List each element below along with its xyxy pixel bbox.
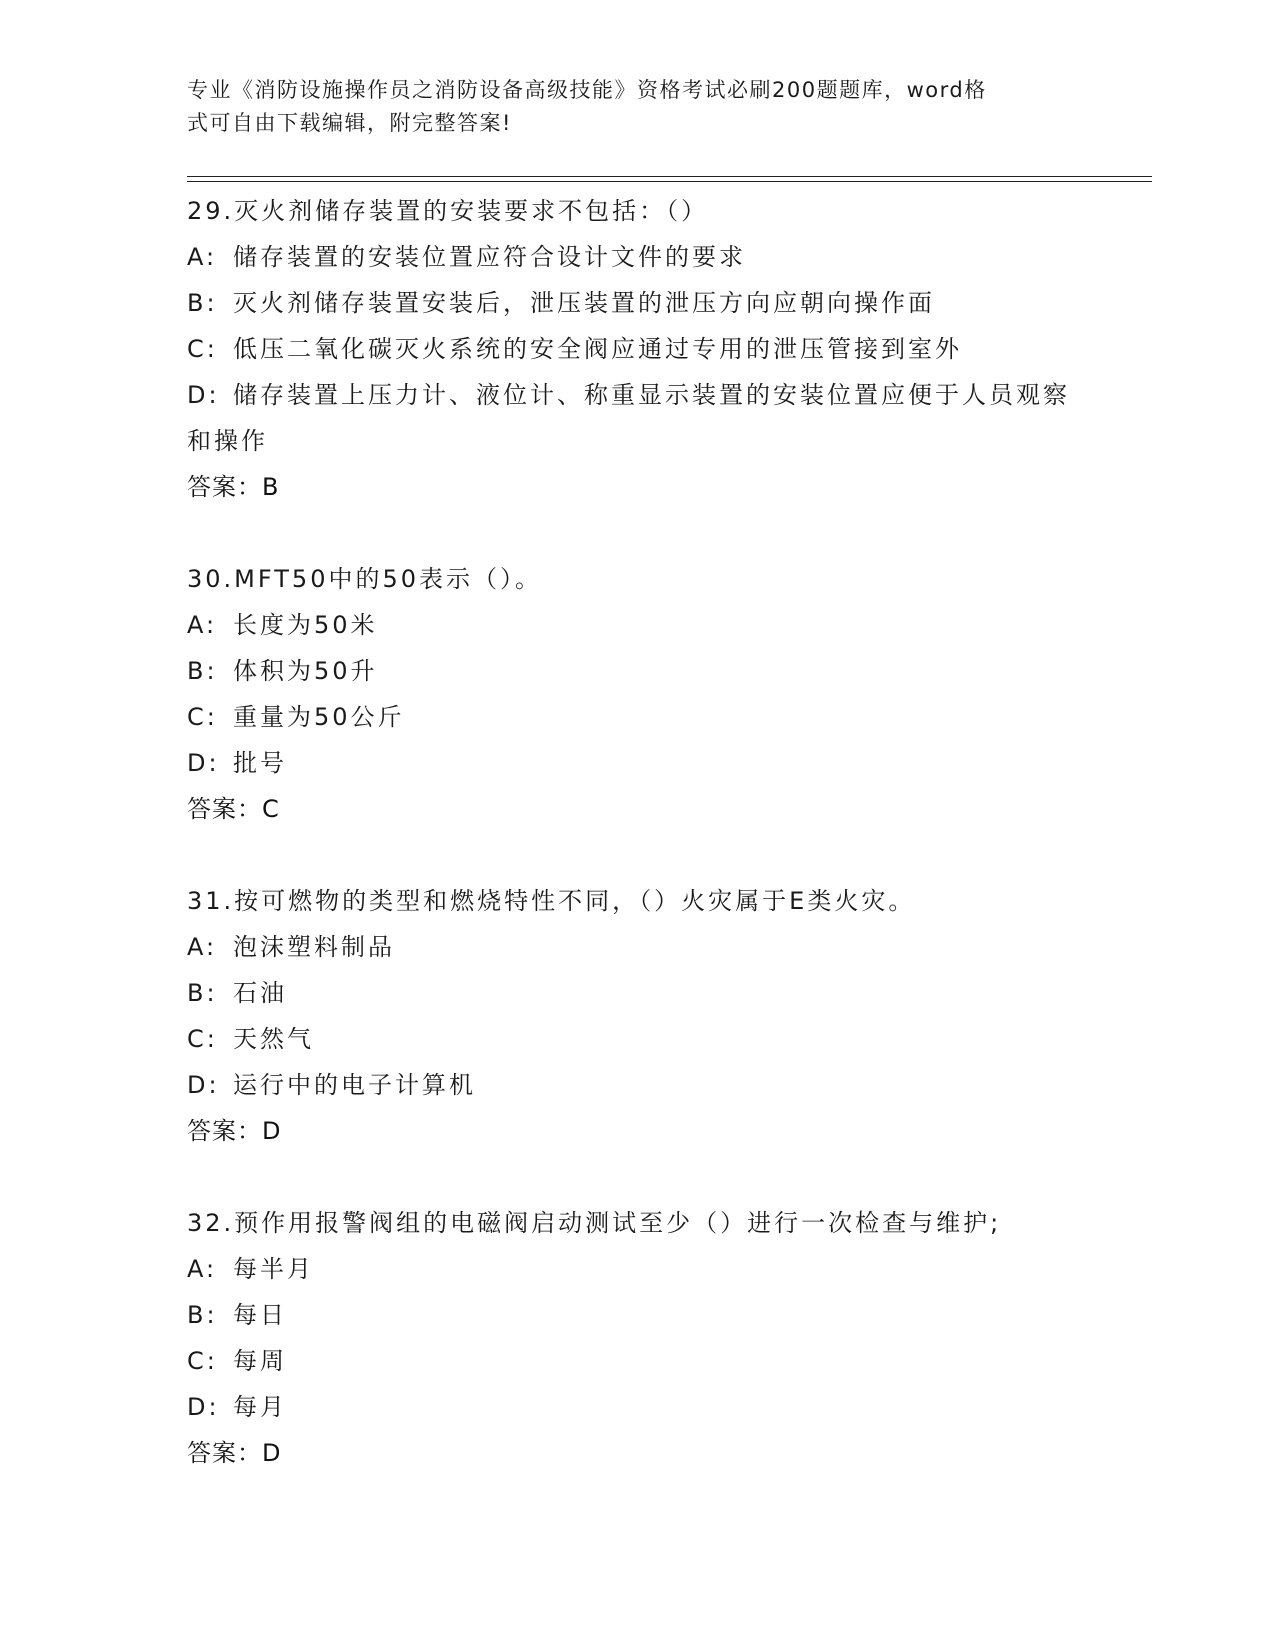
answer: 答案：D bbox=[187, 1117, 282, 1145]
option-key: D: bbox=[187, 1393, 220, 1421]
option-key: C: bbox=[187, 1347, 218, 1375]
option-key: A: bbox=[187, 611, 218, 639]
option-b bbox=[187, 970, 1087, 1016]
header-line-1: 专业《消防设施操作员之消防设备高级技能》资格考试必刷200题题库，word格 bbox=[187, 78, 987, 102]
option-b bbox=[187, 1292, 1087, 1338]
option-key: C: bbox=[187, 335, 218, 363]
option-d bbox=[187, 740, 1087, 786]
option-text: 运行中的电子计算机 bbox=[233, 1071, 476, 1099]
option-key: D: bbox=[187, 749, 220, 777]
answer: 答案：D bbox=[187, 1439, 282, 1467]
option-text: 每月 bbox=[233, 1393, 287, 1421]
option-c bbox=[187, 326, 1087, 372]
option-text: 批号 bbox=[233, 749, 287, 777]
question-30 bbox=[187, 556, 1087, 832]
header-divider-top bbox=[187, 176, 1152, 177]
option-key: D: bbox=[187, 381, 220, 409]
option-key: B: bbox=[187, 657, 218, 685]
header-divider-bottom bbox=[187, 181, 1152, 182]
option-text: 低压二氧化碳灭火系统的安全阀应通过专用的泄压管接到室外 bbox=[233, 335, 962, 363]
option-text: 泡沫塑料制品 bbox=[233, 933, 395, 961]
option-key: B: bbox=[187, 289, 218, 317]
option-text: 重量为50公斤 bbox=[233, 703, 405, 731]
answer: 答案：C bbox=[187, 795, 280, 823]
question-31 bbox=[187, 878, 1087, 1154]
option-d bbox=[187, 1062, 1087, 1108]
option-key: B: bbox=[187, 1301, 218, 1329]
option-key: B: bbox=[187, 979, 218, 1007]
option-a bbox=[187, 1246, 1087, 1292]
option-text: 每日 bbox=[233, 1301, 287, 1329]
option-d bbox=[187, 372, 1077, 464]
option-a bbox=[187, 924, 1087, 970]
option-text: 每半月 bbox=[233, 1255, 314, 1283]
document-header bbox=[187, 74, 1077, 140]
option-text: 长度为50米 bbox=[233, 611, 378, 639]
option-text: 储存装置的安装位置应符合设计文件的要求 bbox=[233, 243, 746, 271]
question-stem: 29.灭火剂储存装置的安装要求不包括：（） bbox=[187, 197, 709, 225]
option-b bbox=[187, 280, 1087, 326]
option-c bbox=[187, 1016, 1087, 1062]
option-a bbox=[187, 234, 1087, 280]
question-stem: 32.预作用报警阀组的电磁阀启动测试至少（）进行一次检查与维护; bbox=[187, 1209, 1002, 1237]
question-29 bbox=[187, 188, 1087, 510]
answer: 答案：B bbox=[187, 473, 280, 501]
option-c bbox=[187, 1338, 1087, 1384]
option-a bbox=[187, 602, 1087, 648]
option-text: 灭火剂储存装置安装后，泄压装置的泄压方向应朝向操作面 bbox=[233, 289, 935, 317]
option-key: A: bbox=[187, 933, 218, 961]
option-text: 储存装置上压力计、液位计、称重显示装置的安装位置应便于人员观察和操作 bbox=[187, 381, 1070, 455]
option-key: A: bbox=[187, 1255, 218, 1283]
question-stem: 30.MFT50中的50表示（）。 bbox=[187, 565, 542, 593]
question-32 bbox=[187, 1200, 1087, 1476]
option-key: A: bbox=[187, 243, 218, 271]
option-key: C: bbox=[187, 1025, 218, 1053]
question-stem: 31.按可燃物的类型和燃烧特性不同，（）火灾属于E类火灾。 bbox=[187, 887, 916, 915]
option-c bbox=[187, 694, 1087, 740]
option-d bbox=[187, 1384, 1087, 1430]
option-text: 每周 bbox=[233, 1347, 287, 1375]
option-key: D: bbox=[187, 1071, 220, 1099]
question-list bbox=[187, 188, 1087, 1522]
option-key: C: bbox=[187, 703, 218, 731]
header-line-2: 式可自由下载编辑，附完整答案! bbox=[187, 111, 512, 135]
option-b bbox=[187, 648, 1087, 694]
option-text: 体积为50升 bbox=[233, 657, 378, 685]
option-text: 石油 bbox=[233, 979, 287, 1007]
option-text: 天然气 bbox=[233, 1025, 314, 1053]
